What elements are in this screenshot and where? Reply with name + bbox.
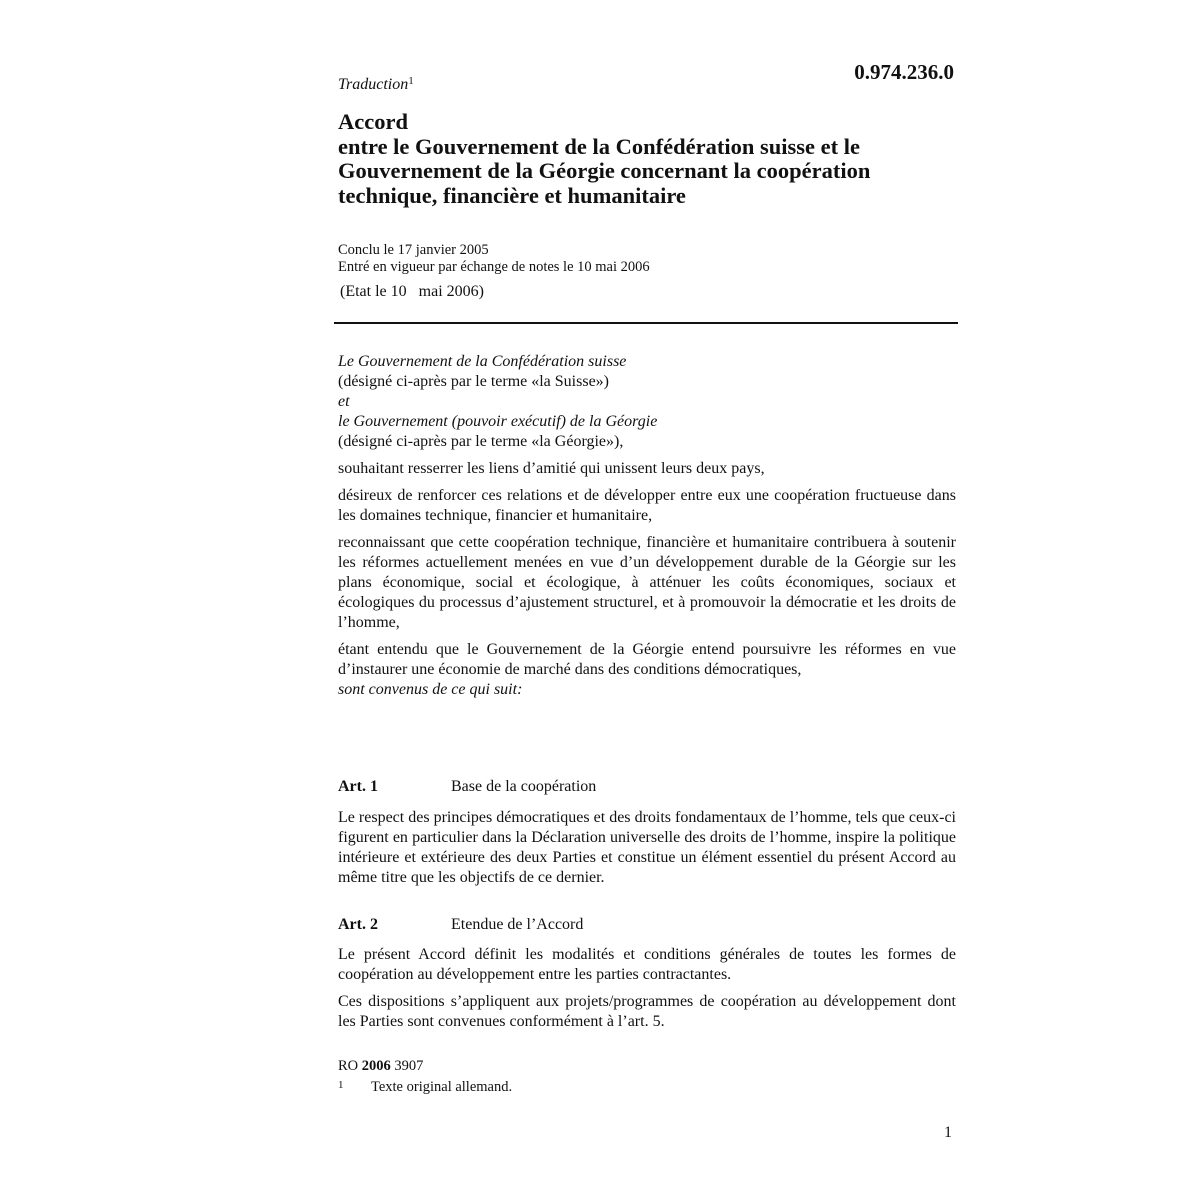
article-2-text — [338, 945, 956, 1032]
party-2-designation: (désigné ci-après par le terme «la Géorgie»), — [338, 433, 624, 450]
agreed-clause: sont convenus de ce qui suit: — [338, 681, 523, 698]
systematic-number: 0.974.236.0 — [854, 60, 954, 84]
conjunction: et — [338, 393, 350, 410]
title-divider — [334, 322, 958, 324]
document-title: Accord entre le Gouvernement de la Confédération suisse et le Gouvernement de la Géorgie concernant la coopération technique, financière et humanitaire — [338, 109, 871, 208]
article-paragraph: Le présent Accord définit les modalités et conditions générales de toutes les formes de coopération au développement entre les parties contractantes. — [338, 946, 956, 983]
preamble-paragraph: désireux de renforcer ces relations et de développer entre eux une coopération fructueuse dans les domaines technique, financier et humanitaire, — [338, 487, 956, 524]
preamble-paragraph: souhaitant resserrer les liens d’amitié qui unissent leurs deux pays, — [338, 460, 765, 477]
entry-into-force-date: Entré en vigueur par échange de notes le 10 mai 2006 — [338, 259, 650, 275]
preamble — [338, 352, 956, 700]
article-number: Art. 1 — [338, 778, 378, 795]
document-dates — [338, 242, 650, 276]
footnote — [338, 1079, 512, 1096]
preamble-paragraph: reconnaissant que cette coopération technique, financière et humanitaire contribuera à soutenir les réformes actuellement menées en vue d’un développement durable de la Géorgie sur les plans économique, social et écologique, à atténuer les coûts économiques, sociaux et écologiques du processus d’ajustement structurel, et à promouvoir la démocratie et les droits de l’homme, — [338, 534, 956, 631]
article-1-heading — [338, 778, 596, 796]
concluded-date: Conclu le 17 janvier 2005 — [338, 242, 489, 258]
footnote-reference[interactable]: 1 — [408, 75, 414, 87]
party-2: le Gouvernement (pouvoir exécutif) de la Géorgie — [338, 413, 658, 430]
article-2-heading — [338, 916, 583, 934]
footnote-mark: 1 — [338, 1079, 344, 1091]
page-number: 1 — [944, 1124, 952, 1141]
translation-label: Traduction$^1$ — [338, 75, 414, 93]
article-paragraph: Ces dispositions s’appliquent aux projets/programmes de coopération au développement dont les Parties sont convenues conformément à l’art. 5. — [338, 993, 956, 1030]
article-title: Base de la coopération — [451, 778, 597, 795]
preamble-paragraph: étant entendu que le Gouvernement de la Géorgie entend poursuivre les réformes en vue d’instaurer une économie de marché dans des conditions démocratiques, — [338, 641, 956, 678]
state-date: (Etat le 10 mai 2006) — [340, 283, 484, 300]
article-title: Etendue de l’Accord — [451, 916, 584, 933]
party-1-designation: (désigné ci-après par le terme «la Suisse») — [338, 373, 610, 390]
article-number: Art. 2 — [338, 916, 378, 933]
article-1-text — [338, 808, 956, 888]
article-paragraph: Le respect des principes démocratiques et des droits fondamentaux de l’homme, tels que ceux-ci figurent en particulier dans la Déclaration universelle des droits de l’homme, inspire la politique intérieure et extérieure des deux Parties et constitue un élément essentiel du présent Accord au même titre que les objectifs de ce dernier. — [338, 809, 956, 886]
party-1: Le Gouvernement de la Confédération suisse — [338, 353, 627, 370]
official-compilation-reference: RO 2006 3907 — [338, 1058, 424, 1074]
footnote-text: Texte original allemand. — [371, 1079, 513, 1095]
